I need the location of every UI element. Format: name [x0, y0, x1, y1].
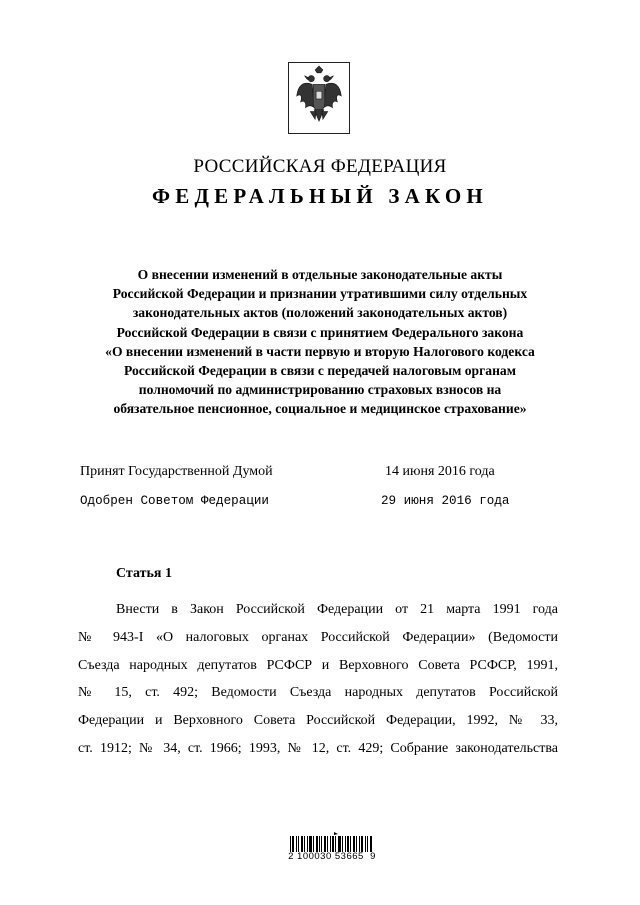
document-type: ФЕДЕРАЛЬНЫЙ ЗАКОН — [152, 184, 488, 208]
article-line: ст. 1912; № 34, ст. 1966; 1993, № 12, ст. 429; Собрание законодательства — [78, 740, 558, 756]
coat-of-arms-icon — [288, 62, 350, 134]
article-line: Съезда народных депутатов РСФСР и Верховного Совета РСФСР, 1991, — [78, 657, 558, 673]
law-title-line: законодательных актов (положений законодательных актов) — [132, 305, 508, 321]
council-approval-date: 29 июня 2016 года — [381, 494, 510, 508]
barcode-number: 2 100030 53665 9 — [288, 851, 376, 862]
article-line: Внести в Закон Российской Федерации от 21 марта 1991 года — [116, 602, 558, 617]
law-title-line: Российской Федерации в связи с передачей налоговым органам — [124, 363, 516, 379]
law-title-line: О внесении изменений в отдельные законодательные акты — [137, 267, 503, 282]
law-title-line: полномочий по администрированию страховых взносов на — [138, 382, 502, 398]
law-title-line: обязательное пенсионное, социальное и медицинское страхование» — [113, 401, 527, 417]
law-title-line: Российской Федерации в связи с принятием Федерального закона — [116, 324, 524, 340]
country-name: РОССИЙСКАЯ ФЕДЕРАЦИЯ — [193, 156, 447, 177]
law-title-line: «О внесении изменений в части первую и вторую Налогового кодекса — [105, 343, 535, 359]
law-title — [70, 265, 570, 419]
article-heading: Статья 1 — [116, 566, 172, 581]
article-line: Федерации и Верховного Совета Российской Федерации, 1992, № 33, — [78, 713, 558, 729]
article-line: № 943-I «О налоговых органах Российской Федерации» (Ведомости — [78, 629, 558, 645]
law-title-line: Российской Федерации и признании утратившими силу отдельных — [112, 286, 528, 302]
article-body — [78, 596, 558, 763]
council-approval-label: Одобрен Советом Федерации — [80, 494, 269, 508]
duma-adoption-date: 14 июня 2016 года — [385, 464, 495, 479]
article-line: № 15, ст. 492; Ведомости Съезда народных депутатов Российской — [78, 685, 558, 701]
duma-adoption-label: Принят Государственной Думой — [80, 464, 273, 479]
